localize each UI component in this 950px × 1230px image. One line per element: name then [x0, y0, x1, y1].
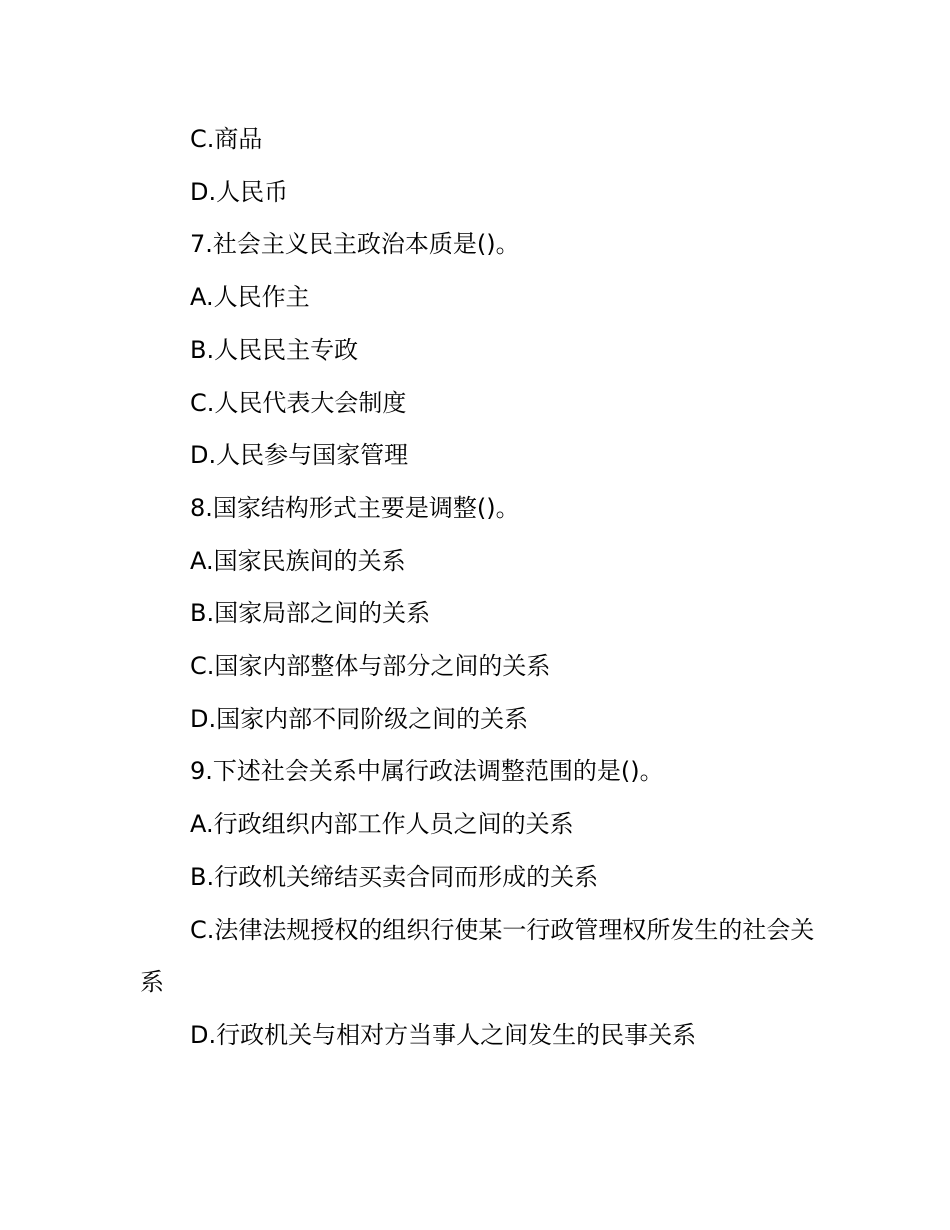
- option-d-line: D.人民币: [190, 177, 289, 206]
- question-8-option-d: D.国家内部不同阶级之间的关系: [190, 704, 529, 733]
- question-8: 8.国家结构形式主要是调整()。: [190, 493, 520, 522]
- document-body: [140, 113, 820, 1062]
- question-9-option-c: C.法律法规授权的组织行使某一行政管理权所发生的社会关系: [140, 915, 815, 997]
- question-9-option-d: D.行政机关与相对方当事人之间发生的民事关系: [190, 1020, 697, 1049]
- question-8-option-b: B.国家局部之间的关系: [190, 599, 431, 628]
- question-7: 7.社会主义民主政治本质是()。: [190, 230, 520, 259]
- question-8-option-a: A.国家民族间的关系: [190, 546, 406, 575]
- question-7-option-a: A.人民作主: [190, 283, 310, 312]
- question-7-option-c: C.人民代表大会制度: [190, 388, 407, 417]
- option-c-line: C.商品: [190, 125, 263, 153]
- question-8-option-c: C.国家内部整体与部分之间的关系: [190, 652, 551, 681]
- question-9-option-b: B.行政机关缔结买卖合同而形成的关系: [190, 862, 599, 891]
- question-9: 9.下述社会关系中属行政法调整范围的是()。: [190, 757, 664, 786]
- question-7-option-d: D.人民参与国家管理: [190, 441, 409, 470]
- question-7-option-b: B.人民民主专政: [190, 335, 359, 364]
- question-9-option-a: A.行政组织内部工作人员之间的关系: [190, 810, 574, 839]
